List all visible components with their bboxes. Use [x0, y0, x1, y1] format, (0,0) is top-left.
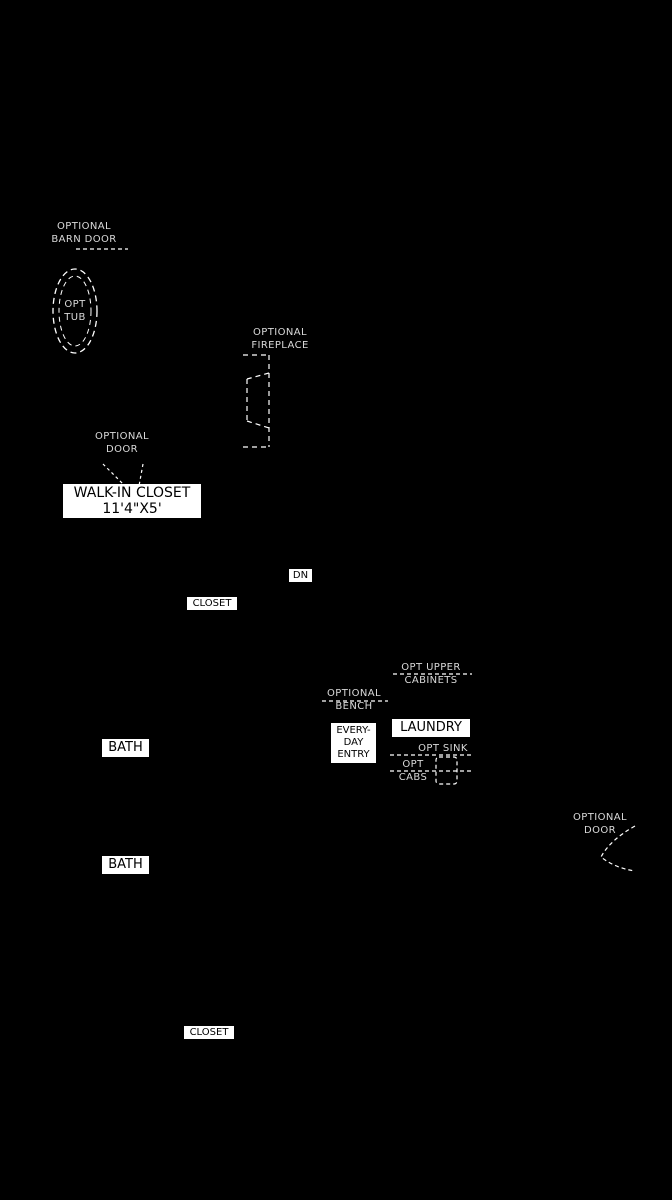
sink-note-line1: OPT SINK: [418, 743, 468, 754]
cabs-note-line2: CABS: [398, 772, 428, 783]
tub-note-line1: OPT: [64, 299, 86, 310]
right-door-note: [562, 811, 638, 837]
fireplace-outline: [243, 355, 269, 447]
cabs-note-line1: OPT: [402, 759, 424, 770]
sink-note: [413, 742, 473, 755]
closet-door-swing-line-2: [139, 464, 143, 486]
barn-door-note-line1: OPTIONAL: [57, 221, 111, 232]
bath-1-label: BATH: [102, 739, 149, 757]
fireplace-note-line2: FIREPLACE: [251, 340, 309, 351]
upper-cabinets-note-line2: CABINETS: [404, 675, 458, 686]
upper-closet-label: CLOSET: [187, 597, 237, 610]
upper-cabinets-note-line1: OPT UPPER: [401, 662, 461, 673]
stairs-down-label: DN: [289, 569, 312, 582]
right-door-note-line2: DOOR: [584, 825, 616, 836]
bench-note-line1: OPTIONAL: [327, 688, 381, 699]
everyday-entry-label: [331, 723, 376, 763]
tub-note: [55, 298, 95, 324]
walk-in-closet-label: [63, 484, 201, 518]
barn-door-note-line2: BARN DOOR: [51, 234, 117, 245]
bench-note-line2: BENCH: [335, 701, 373, 712]
tub-note-line2: TUB: [64, 312, 86, 323]
closet-door-note: [82, 430, 162, 456]
bath-2-label: BATH: [102, 856, 149, 874]
laundry-label: LAUNDRY: [392, 719, 470, 737]
closet-door-note-line2: DOOR: [106, 444, 138, 455]
fireplace-note: [240, 326, 320, 352]
everyday-entry-line3: ENTRY: [337, 749, 370, 760]
right-door-note-line1: OPTIONAL: [573, 812, 627, 823]
everyday-entry-line2: DAY: [343, 737, 364, 748]
walk-in-closet-name: WALK-IN CLOSET: [73, 485, 191, 501]
lower-closet-label: CLOSET: [184, 1026, 234, 1039]
closet-door-note-line1: OPTIONAL: [95, 431, 149, 442]
bench-note: [314, 687, 394, 713]
upper-cabinets-note: [391, 661, 471, 687]
walk-in-closet-size: 11'4"X5': [102, 501, 162, 517]
cabs-note: [394, 758, 432, 784]
fireplace-note-line1: OPTIONAL: [253, 327, 307, 338]
barn-door-note: [44, 220, 124, 246]
everyday-entry-line1: EVERY-: [336, 725, 371, 736]
